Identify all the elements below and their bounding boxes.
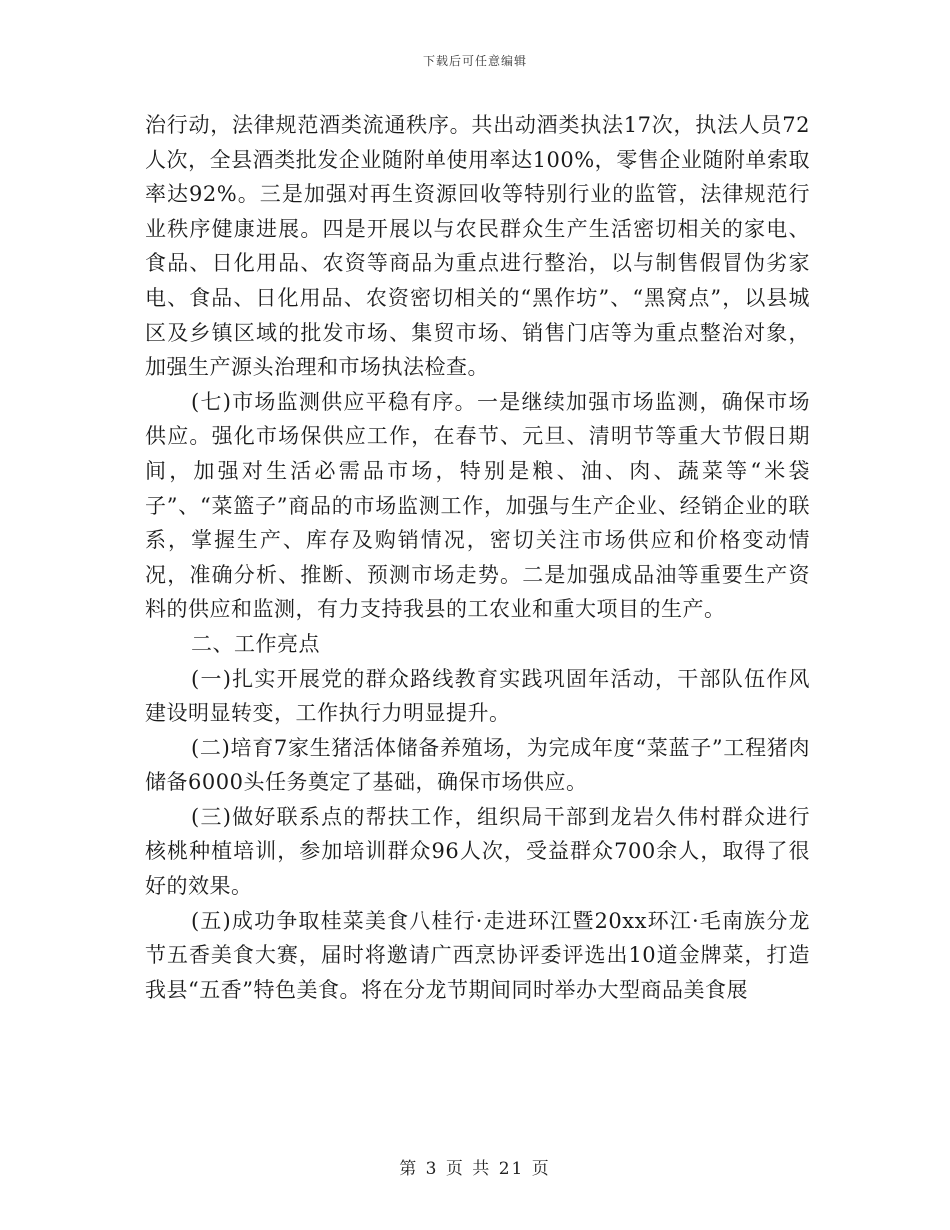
paragraph-6: (三)做好联系点的帮扶工作，组织局干部到龙岩久伟村群众进行核桃种植培训，参加培训群众96人次，受益群众700余人，取得了很好的效果。 bbox=[145, 804, 810, 899]
paragraph-5: (二)培育7家生猪活体储备养殖场，为完成年度“菜蓝子”工程猪肉储备6000头任务奠定了基础，确保市场供应。 bbox=[145, 735, 810, 795]
paragraph-1: 治行动，法律规范酒类流通秩序。共出动酒类执法17次，执法人员72人次，全县酒类批发企业随附单使用率达100%，零售企业随附单索取率达92%。三是加强对再生资源回收等特别行业的监管，法律规范行业秩序健康进展。四是开展以与农民群众生产生活密切相关的家电、食品、日化用品、农资等商品为重点进行整治，以与制售假冒伪劣家电、食品、日化用品、农资密切相关的“黑作坊”、“黑窝点”，以县城区及乡镇区域的批发市场、集贸市场、销售门店等为重点整治对象，加强生产源头治理和市场执法检查。 bbox=[145, 113, 810, 380]
paragraph-4: (一)扎实开展党的群众路线教育实践巩固年活动，干部队伍作风建设明显转变，工作执行力明显提升。 bbox=[145, 666, 810, 726]
page-number: 第 3 页 共 21 页 bbox=[399, 1159, 551, 1179]
section-heading: 二、工作亮点 bbox=[191, 631, 320, 656]
header-note: 下载后可任意编辑 bbox=[422, 54, 527, 68]
paragraph-7: (五)成功争取桂菜美食八桂行·走进环江暨20xx环江·毛南族分龙节五香美食大赛，届时将邀请广西烹协评委评选出10道金牌菜，打造我县“五香”特色美食。将在分龙节期间同时举办大型商品美食展 bbox=[145, 908, 810, 1002]
body-text bbox=[145, 108, 810, 1007]
paragraph-2: (七)市场监测供应平稳有序。一是继续加强市场监测，确保市场供应。强化市场保供应工作，在春节、元旦、清明节等重大节假日期间，加强对生活必需品市场，特别是粮、油、肉、蔬菜等“米袋子”、“菜篮子”商品的市场监测工作，加强与生产企业、经销企业的联系，掌握生产、库存及购销情况，密切关注市场供应和价格变动情况，准确分析、推断、预测市场走势。二是加强成品油等重要生产资料的供应和监测，有力支持我县的工农业和重大项目的生产。 bbox=[145, 389, 810, 622]
